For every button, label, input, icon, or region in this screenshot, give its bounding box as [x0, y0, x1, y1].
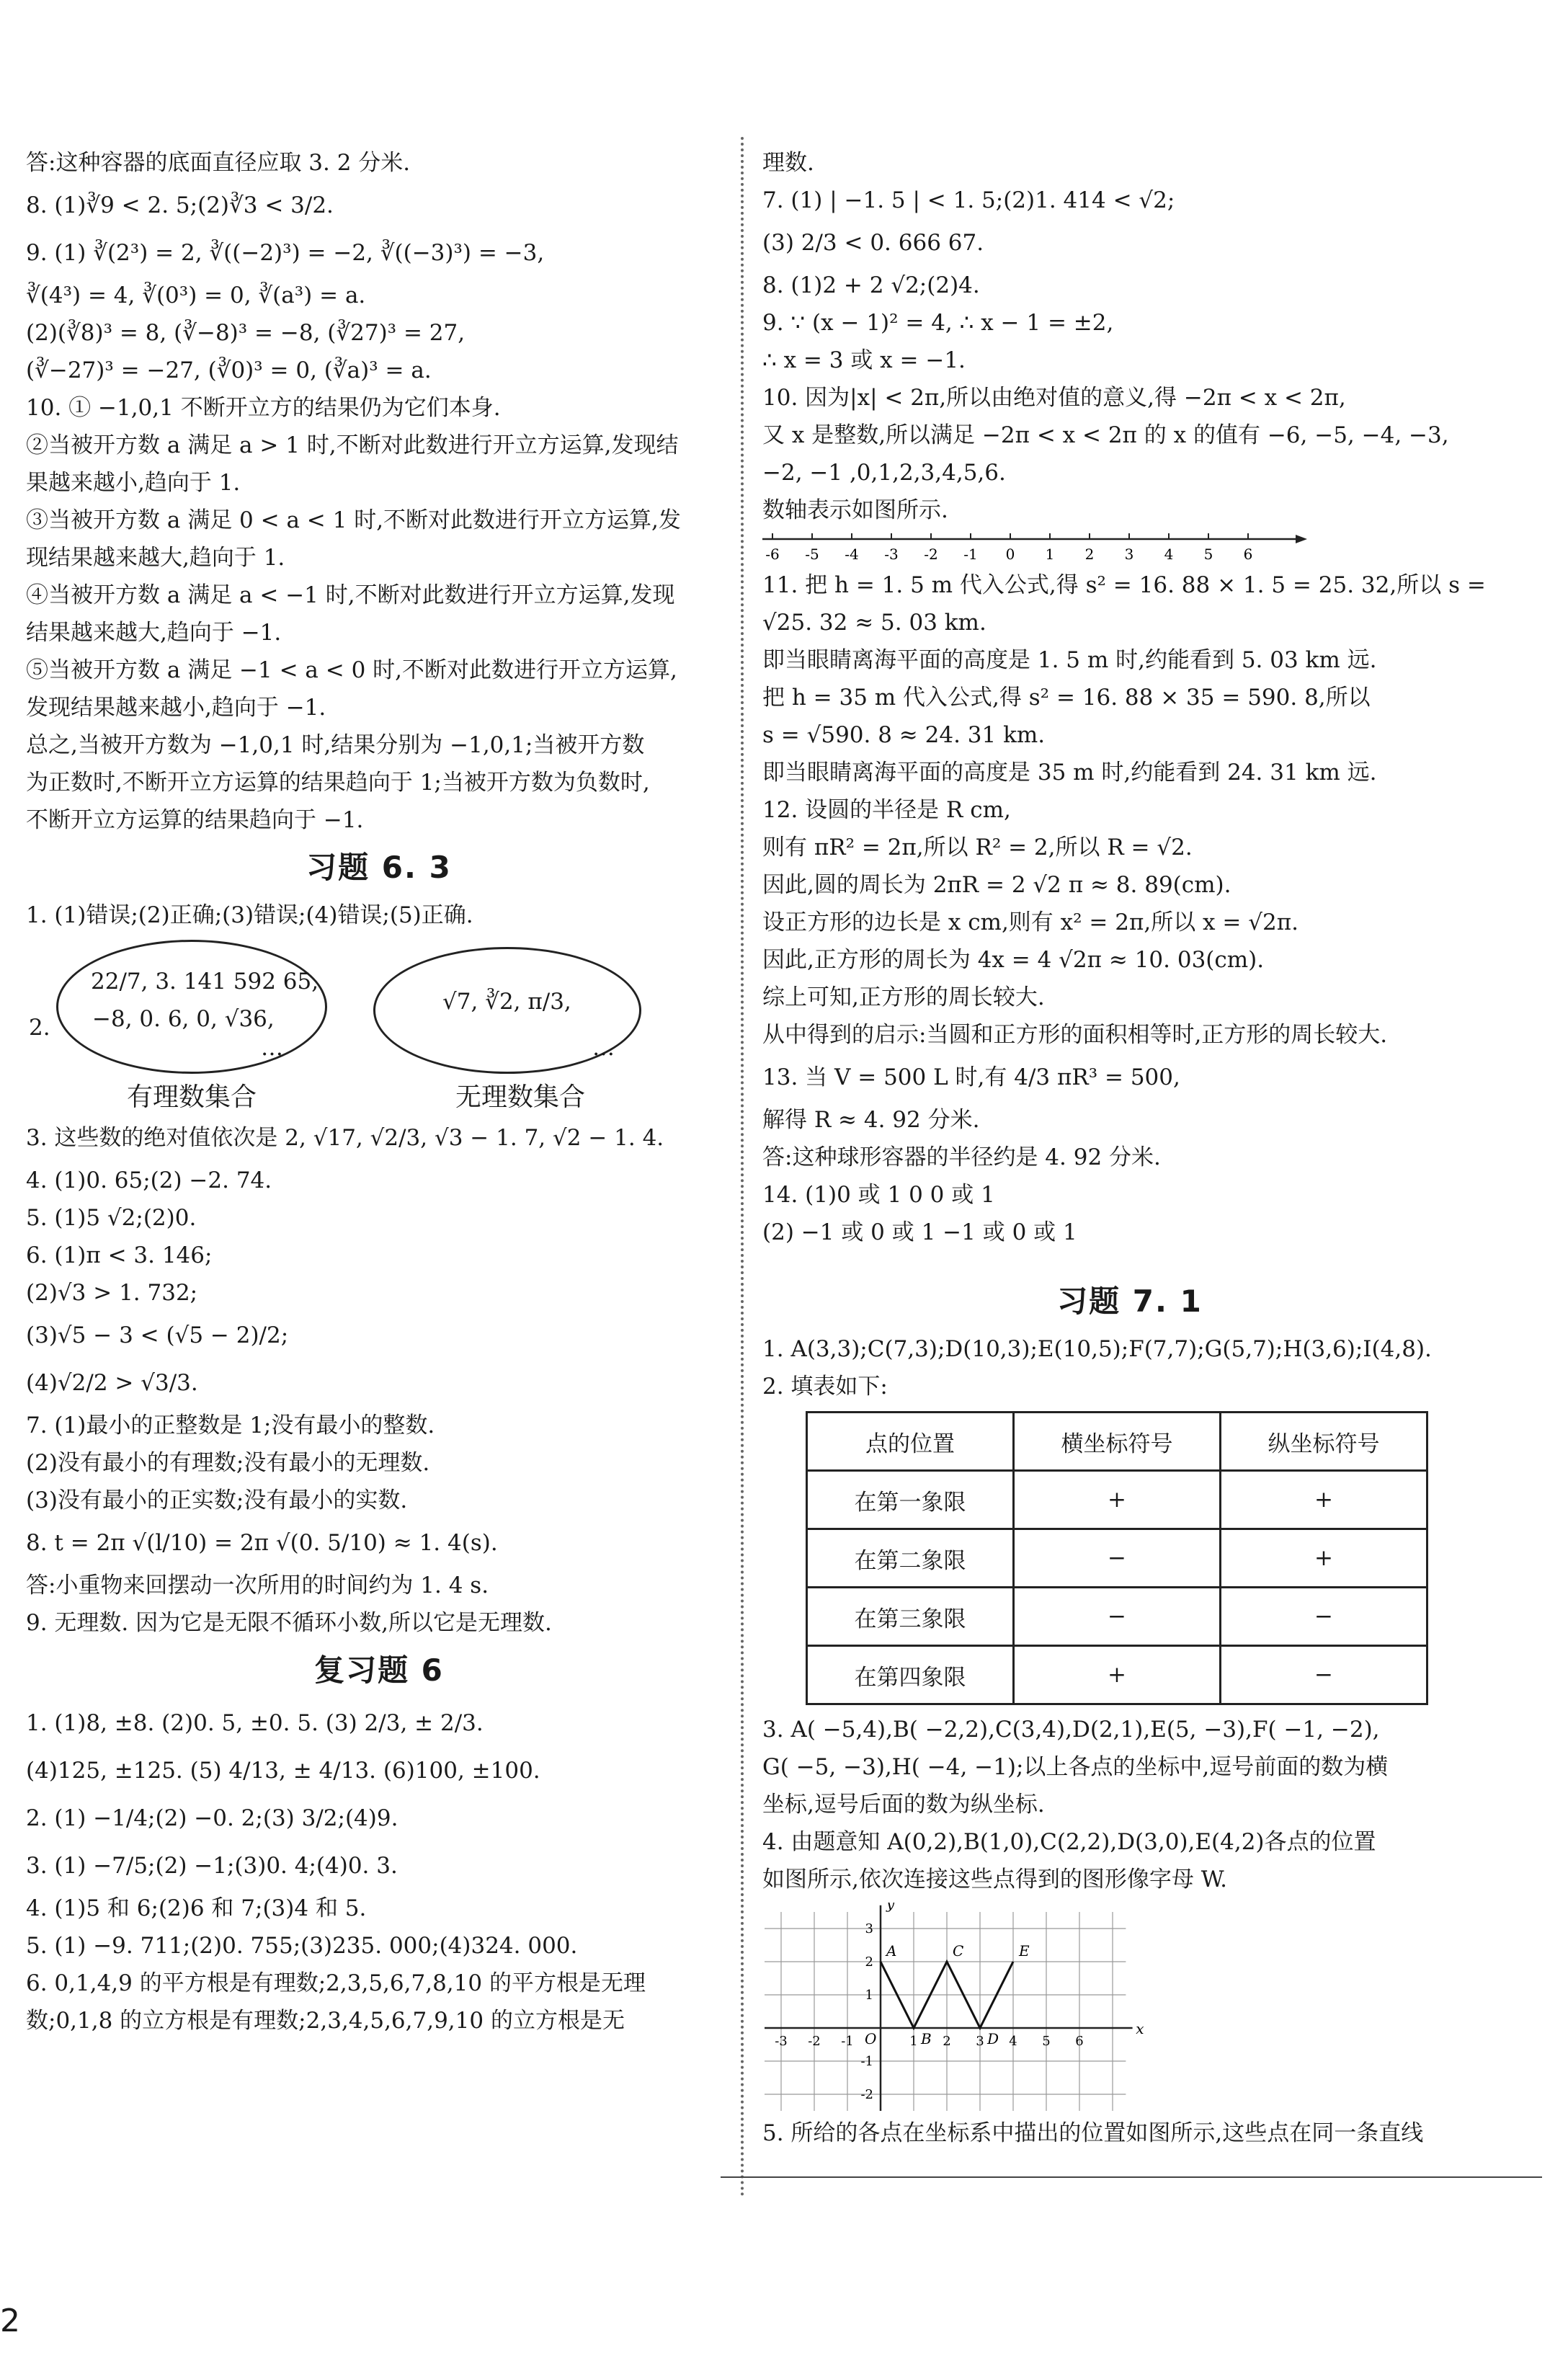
- right-text-block-d: [762, 1711, 1497, 1898]
- text-line: 6. (1)π < 3. 146;: [26, 1242, 213, 1268]
- text-line: 3. 这些数的绝对值依次是 2, √17, √2/3, √3 − 1. 7, √2 − 1. 4.: [26, 1125, 664, 1151]
- text-line: G( −5, −3),H( −4, −1);以上各点的坐标中,逗号前面的数为横: [762, 1754, 1389, 1780]
- rational-set-line: −8, 0. 6, 0, √36,: [92, 1006, 275, 1032]
- number-line-tick-label: 0: [1005, 546, 1015, 563]
- text-line: 果越来越小,趋向于 1.: [26, 470, 241, 496]
- text-line: 又 x 是整数,所以满足 −2π < x < 2π 的 x 的值有 −6, −5, −4, −3,: [762, 422, 1449, 448]
- table-cell: 在第三象限: [807, 1588, 1014, 1646]
- table-row: [807, 1529, 1427, 1588]
- table-row: [807, 1471, 1427, 1529]
- table-cell: +: [1221, 1529, 1427, 1588]
- text-line: 如图所示,依次连接这些点得到的图形像字母 W.: [762, 1867, 1228, 1892]
- section-heading: 习题 7. 1: [1057, 1284, 1203, 1319]
- text-line: 1. A(3,3);C(7,3);D(10,3);E(10,5);F(7,7);G(5,7);H(3,6);I(4,8).: [762, 1336, 1432, 1362]
- table-header-cell: 横坐标符号: [1014, 1413, 1221, 1471]
- text-line: 9. 无理数. 因为它是无限不循环小数,所以它是无理数.: [26, 1610, 552, 1636]
- text-line: 理数.: [762, 150, 814, 176]
- text-line: 即当眼睛离海平面的高度是 35 m 时,约能看到 24. 31 km 远.: [762, 760, 1377, 786]
- text-line: 9. (1) ∛(2³) = 2, ∛((−2)³) = −2, ∛((−3)³) = −3,: [26, 240, 545, 266]
- number-line-tick-label: -2: [924, 546, 938, 563]
- table-cell: +: [1014, 1646, 1221, 1704]
- text-line: 4. (1)5 和 6;(2)6 和 7;(3)4 和 5.: [26, 1895, 367, 1921]
- x-tick-label: 2: [943, 2034, 951, 2049]
- page-number: 2: [0, 2303, 20, 2339]
- x-tick-label: -1: [841, 2034, 854, 2049]
- x-tick-label: 5: [1042, 2034, 1051, 2049]
- text-line: (3) 2/3 < 0. 666 67.: [762, 230, 984, 256]
- number-line-tick-label: 1: [1045, 546, 1055, 563]
- text-line: 答:这种容器的底面直径应取 3. 2 分米.: [26, 150, 411, 176]
- text-line: ∴ x = 3 或 x = −1.: [762, 347, 966, 373]
- text-line: 1. (1)错误;(2)正确;(3)错误;(4)错误;(5)正确.: [26, 902, 473, 928]
- irrational-set-ellipsis: …: [592, 1035, 615, 1061]
- text-line: 5. 所给的各点在坐标系中描出的位置如图所示,这些点在同一条直线: [762, 2120, 1424, 2146]
- right-text-block-a: [762, 144, 1497, 529]
- x-tick-label: 3: [976, 2034, 984, 2049]
- text-line: 9. ∵ (x − 1)² = 4, ∴ x − 1 = ±2,: [762, 310, 1114, 336]
- left-text-block-b: [26, 1114, 732, 1642]
- text-line: 10. 因为|x| < 2π,所以由绝对值的意义,得 −2π < x < 2π,: [762, 385, 1346, 411]
- text-line: 3. (1) −7/5;(2) −1;(3)0. 4;(4)0. 3.: [26, 1853, 398, 1879]
- number-line-tick-label: -1: [963, 546, 978, 563]
- text-line: (2)√3 > 1. 732;: [26, 1280, 198, 1306]
- number-line-tick-label: -6: [765, 546, 780, 563]
- left-text-block-c: [26, 1699, 732, 2040]
- table-row: [807, 1646, 1427, 1704]
- x-axis-label: x: [1136, 2020, 1144, 2037]
- number-line-tick-label: -4: [845, 546, 859, 563]
- origin-label: O: [865, 2030, 877, 2047]
- text-line: 6. 0,1,4,9 的平方根是有理数;2,3,5,6,7,8,10 的平方根是无理: [26, 1970, 646, 1996]
- rational-set-caption: 有理数集合: [127, 1082, 257, 1112]
- text-line: 因此,正方形的周长为 4x = 4 √2π ≈ 10. 03(cm).: [762, 947, 1265, 973]
- text-line: √25. 32 ≈ 5. 03 km.: [762, 610, 986, 636]
- number-line-tick-label: 6: [1243, 546, 1253, 563]
- table-header-cell: 点的位置: [807, 1413, 1014, 1471]
- x-tick-label: 6: [1075, 2034, 1084, 2049]
- text-line: 13. 当 V = 500 L 时,有 4/3 πR³ = 500,: [762, 1064, 1180, 1090]
- text-line: 坐标,逗号后面的数为纵坐标.: [762, 1792, 1045, 1818]
- y-tick-label: -1: [860, 2054, 873, 2069]
- x-tick-label: 1: [909, 2034, 918, 2049]
- text-line: (3)√5 − 3 < (√5 − 2)/2;: [26, 1322, 289, 1348]
- text-line: 为正数时,不断开立方运算的结果趋向于 1;当被开方数为负数时,: [26, 770, 650, 796]
- irrational-set-caption: 无理数集合: [455, 1082, 586, 1112]
- text-line: ⑤当被开方数 a 满足 −1 < a < 0 时,不断对此数进行开立方运算,: [26, 657, 677, 683]
- text-line: (2)没有最小的有理数;没有最小的无理数.: [26, 1450, 430, 1476]
- section-heading: 复习题 6: [314, 1653, 444, 1688]
- table-header-row: [807, 1413, 1427, 1471]
- number-line-tick-label: 5: [1203, 546, 1213, 563]
- y-axis-label: y: [886, 1903, 895, 1913]
- text-line: 10. ① −1,0,1 不断开立方的结果仍为它们本身.: [26, 395, 501, 421]
- point-label: B: [921, 2030, 932, 2047]
- irrational-set-line: √7, ∛2, π/3,: [442, 989, 571, 1015]
- text-line: 综上可知,正方形的周长较大.: [762, 984, 1045, 1010]
- table-cell: −: [1014, 1529, 1221, 1588]
- rational-set-line: 22/7, 3. 141 592 65,: [91, 969, 319, 995]
- quadrant-sign-table: [806, 1411, 1428, 1705]
- text-line: s = √590. 8 ≈ 24. 31 km.: [762, 722, 1046, 748]
- section-heading: 习题 6. 3: [306, 850, 452, 885]
- right-text-block-b: [762, 566, 1497, 1251]
- text-line: 总之,当被开方数为 −1,0,1 时,结果分别为 −1,0,1;当被开方数: [26, 732, 645, 758]
- table-cell: 在第一象限: [807, 1471, 1014, 1529]
- text-line: 2. 填表如下:: [762, 1374, 888, 1400]
- number-line-arrow: [1296, 535, 1307, 543]
- x-tick-label: -3: [775, 2034, 788, 2049]
- table-cell: −: [1221, 1588, 1427, 1646]
- text-line: (4)125, ±125. (5) 4/13, ± 4/13. (6)100, ±100.: [26, 1758, 540, 1784]
- text-line: 14. (1)0 或 1 0 0 或 1: [762, 1182, 995, 1208]
- text-line: 不断开立方运算的结果趋向于 −1.: [26, 807, 364, 833]
- text-line: 8. t = 2π √(l/10) = 2π √(0. 5/10) ≈ 1. 4(s).: [26, 1530, 498, 1556]
- number-line-figure: [762, 529, 1310, 564]
- number-sets-figure: [26, 934, 732, 1114]
- table-header-cell: 纵坐标符号: [1221, 1413, 1427, 1471]
- text-line: (4)√2/2 > √3/3.: [26, 1370, 198, 1396]
- point-label: D: [987, 2030, 999, 2047]
- y-tick-label: -2: [860, 2087, 873, 2102]
- y-tick-label: 2: [865, 1954, 873, 1970]
- text-line: 因此,圆的周长为 2πR = 2 √2 π ≈ 8. 89(cm).: [762, 872, 1231, 898]
- rational-set-ellipsis: …: [261, 1035, 283, 1061]
- text-line: 设正方形的边长是 x cm,则有 x² = 2π,所以 x = √2π.: [762, 909, 1298, 935]
- left-column: [26, 144, 732, 2040]
- text-line: 数;0,1,8 的立方根是有理数;2,3,4,5,6,7,9,10 的立方根是无: [26, 2008, 625, 2034]
- text-line: 8. (1)2 + 2 √2;(2)4.: [762, 272, 980, 298]
- text-line: 7. (1)最小的正整数是 1;没有最小的整数.: [26, 1413, 435, 1438]
- text-line: 5. (1)5 √2;(2)0.: [26, 1205, 197, 1231]
- table-cell: +: [1014, 1471, 1221, 1529]
- right-text-block-c: [762, 1330, 1497, 1405]
- text-line: ③当被开方数 a 满足 0 < a < 1 时,不断对此数进行开立方运算,发: [26, 507, 681, 533]
- y-tick-label: 1: [865, 1988, 873, 2003]
- text-line: 发现结果越来越小,趋向于 −1.: [26, 695, 326, 721]
- table-cell: +: [1221, 1471, 1427, 1529]
- text-line: 2. (1) −1/4;(2) −0. 2;(3) 3/2;(4)9.: [26, 1805, 398, 1831]
- text-line: 把 h = 35 m 代入公式,得 s² = 16. 88 × 35 = 590. 8,所以: [762, 685, 1371, 711]
- point-label: C: [953, 1942, 964, 1960]
- text-line: 4. 由题意知 A(0,2),B(1,0),C(2,2),D(3,0),E(4,2)各点的位置: [762, 1829, 1376, 1855]
- text-line: 7. (1) | −1. 5 | < 1. 5;(2)1. 414 < √2;: [762, 187, 1175, 213]
- text-line: (∛−27)³ = −27, (∛0)³ = 0, (∛a)³ = a.: [26, 357, 432, 383]
- text-line: 答:这种球形容器的半径约是 4. 92 分米.: [762, 1144, 1161, 1170]
- w-shape-coordinate-graph: [762, 1903, 1166, 2112]
- text-line: 5. (1) −9. 711;(2)0. 755;(3)235. 000;(4)324. 000.: [26, 1933, 578, 1959]
- text-line: 解得 R ≈ 4. 92 分米.: [762, 1107, 980, 1133]
- point-label: A: [886, 1942, 897, 1960]
- text-line: ②当被开方数 a 满足 a > 1 时,不断对此数进行开立方运算,发现结: [26, 432, 679, 458]
- text-line: 12. 设圆的半径是 R cm,: [762, 797, 1011, 823]
- text-line: 3. A( −5,4),B( −2,2),C(3,4),D(2,1),E(5, −3),F( −1, −2),: [762, 1717, 1380, 1743]
- table-row: [807, 1588, 1427, 1646]
- text-line: 1. (1)8, ±8. (2)0. 5, ±0. 5. (3) 2/3, ± 2/3.: [26, 1710, 484, 1736]
- question-number: 2.: [29, 1015, 50, 1041]
- text-line: 4. (1)0. 65;(2) −2. 74.: [26, 1167, 272, 1193]
- text-line: 从中得到的启示:当圆和正方形的面积相等时,正方形的周长较大.: [762, 1022, 1388, 1048]
- footer-rule: [721, 2176, 1542, 2178]
- text-line: 即当眼睛离海平面的高度是 1. 5 m 时,约能看到 5. 03 km 远.: [762, 647, 1377, 673]
- number-line-tick-label: -3: [884, 546, 899, 563]
- number-line-tick-label: 4: [1164, 546, 1174, 563]
- x-tick-label: -2: [808, 2034, 821, 2049]
- text-line: 11. 把 h = 1. 5 m 代入公式,得 s² = 16. 88 × 1. 5 = 25. 32,所以 s =: [762, 572, 1486, 598]
- text-line: (3)没有最小的正实数;没有最小的实数.: [26, 1487, 408, 1513]
- table-cell: −: [1014, 1588, 1221, 1646]
- number-line-tick-label: 3: [1124, 546, 1134, 563]
- text-line: (2)(∛8)³ = 8, (∛−8)³ = −8, (∛27)³ = 27,: [26, 320, 466, 346]
- text-line: 数轴表示如图所示.: [762, 497, 948, 523]
- table-cell: 在第四象限: [807, 1646, 1014, 1704]
- text-line: −2, −1 ,0,1,2,3,4,5,6.: [762, 460, 1006, 486]
- text-line: 8. (1)∛9 < 2. 5;(2)∛3 < 3/2.: [26, 192, 334, 218]
- x-tick-label: 4: [1009, 2034, 1017, 2049]
- text-line: ∛(4³) = 4, ∛(0³) = 0, ∛(a³) = a.: [26, 283, 366, 308]
- point-label: E: [1019, 1942, 1030, 1960]
- text-line: 则有 πR² = 2π,所以 R² = 2,所以 R = √2.: [762, 835, 1193, 860]
- number-line-tick-label: 2: [1084, 546, 1095, 563]
- number-line-tick-label: -5: [805, 546, 819, 563]
- text-line: 结果越来越大,趋向于 −1.: [26, 620, 282, 646]
- right-column: [762, 144, 1497, 2152]
- table-cell: −: [1221, 1646, 1427, 1704]
- text-line: 答:小重物来回摆动一次所用的时间约为 1. 4 s.: [26, 1573, 489, 1598]
- text-line: ④当被开方数 a 满足 a < −1 时,不断对此数进行开立方运算,发现: [26, 582, 675, 608]
- table-cell: 在第二象限: [807, 1529, 1014, 1588]
- y-tick-label: 3: [865, 1921, 873, 1936]
- column-divider: [741, 137, 744, 2198]
- text-line: (2) −1 或 0 或 1 −1 或 0 或 1: [762, 1219, 1077, 1245]
- left-text-block-a: [26, 144, 732, 839]
- text-line: 现结果越来越大,趋向于 1.: [26, 545, 285, 571]
